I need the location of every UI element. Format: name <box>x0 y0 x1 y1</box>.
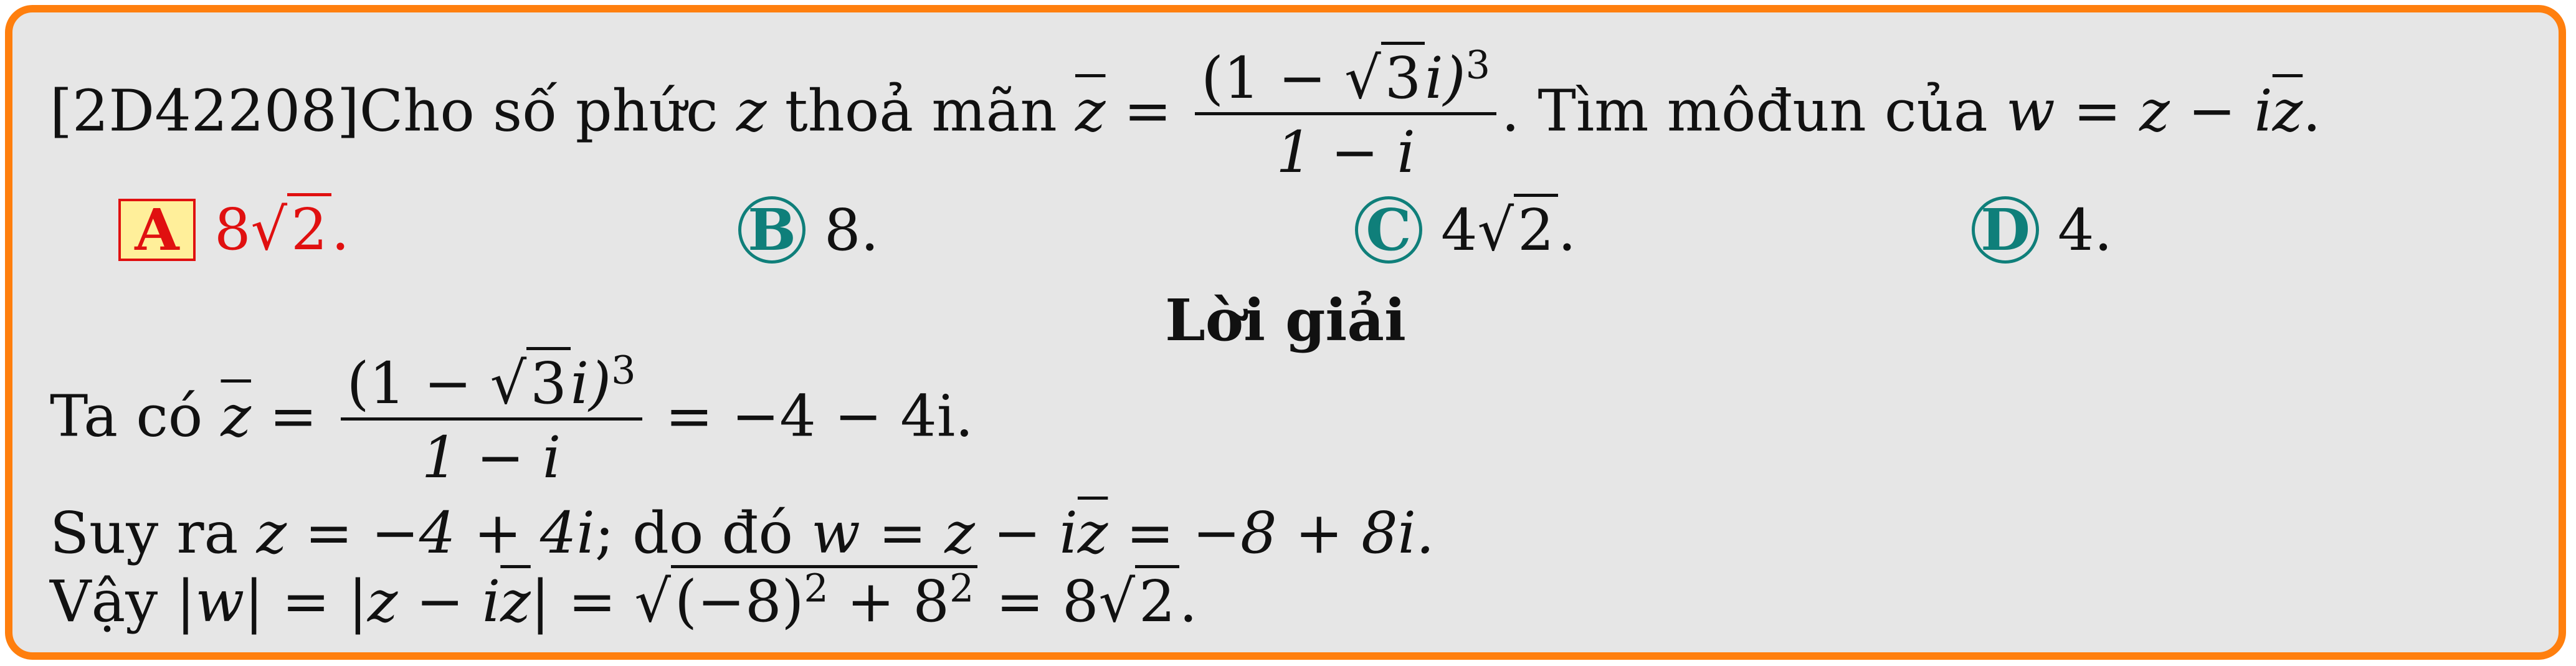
option-c-label: C <box>1355 196 1422 264</box>
option-b-value: 8. <box>824 196 879 264</box>
option-b-label: B <box>738 196 806 264</box>
question-end: . <box>2303 77 2321 145</box>
option-a-value: 8√2. <box>214 196 349 263</box>
option-a-label: A <box>118 199 196 261</box>
question-zbar: $\overline{z}$ <box>1075 77 1106 145</box>
option-d-value: 4. <box>2058 196 2113 264</box>
option-d[interactable] <box>1972 196 2113 264</box>
option-a[interactable] <box>118 196 349 263</box>
question-text-3: . Tìm môđun của <box>1501 77 1988 145</box>
sqrt-symbol: √2 <box>251 196 331 263</box>
solution-line-1: Ta có $\overline{z}$ = $\frac{(1 - √3i)^3}{1 - i}$ = −4 − 4i. <box>50 347 974 491</box>
question-text-2: thoả mãn <box>784 77 1057 145</box>
sqrt-symbol: √3 <box>490 355 571 412</box>
question-line <box>50 42 2321 186</box>
solution-line-2: Suy ra z = −4 + 4i; do đó $w = z - i\overline{z} = -8 + 8i$. <box>50 500 1435 566</box>
option-c-value: 4√2. <box>1441 197 1576 264</box>
question-code: [2D42208] <box>50 77 359 145</box>
question-w-eq: = z − i <box>2073 77 2273 145</box>
sqrt-symbol: √3 <box>1344 50 1425 107</box>
problem-card <box>5 5 2566 660</box>
question-var-z: z <box>736 77 767 145</box>
option-d-label: D <box>1972 196 2039 264</box>
question-w: w <box>2005 77 2055 145</box>
sqrt-symbol: √2 <box>1099 573 1179 630</box>
sqrt-symbol: √2 <box>1478 197 1558 264</box>
question-numerator: $(1 - √3i)^3$ <box>1195 50 1496 115</box>
sqrt-symbol: $√(-8)^2 + 8^2$ <box>634 573 977 630</box>
solution-line-3: Vậy $|w| = |z - i\overline{z}| = √(-8)^2 + 8^2 = 8√2$. <box>50 565 1197 635</box>
option-c[interactable] <box>1355 196 1576 264</box>
solution-title: Lời giải <box>1165 287 1406 354</box>
question-text-1: Cho số phức <box>359 77 718 145</box>
question-fraction <box>1195 42 1496 186</box>
solution-fraction: $\frac{(1 - √3i)^3}{1 - i}$ <box>341 355 642 487</box>
option-b[interactable] <box>738 196 879 264</box>
question-eq: = <box>1123 77 1172 145</box>
question-w-zbar: $\overline{z}$ <box>2272 77 2303 145</box>
question-denominator: 1 − i <box>1276 119 1415 186</box>
